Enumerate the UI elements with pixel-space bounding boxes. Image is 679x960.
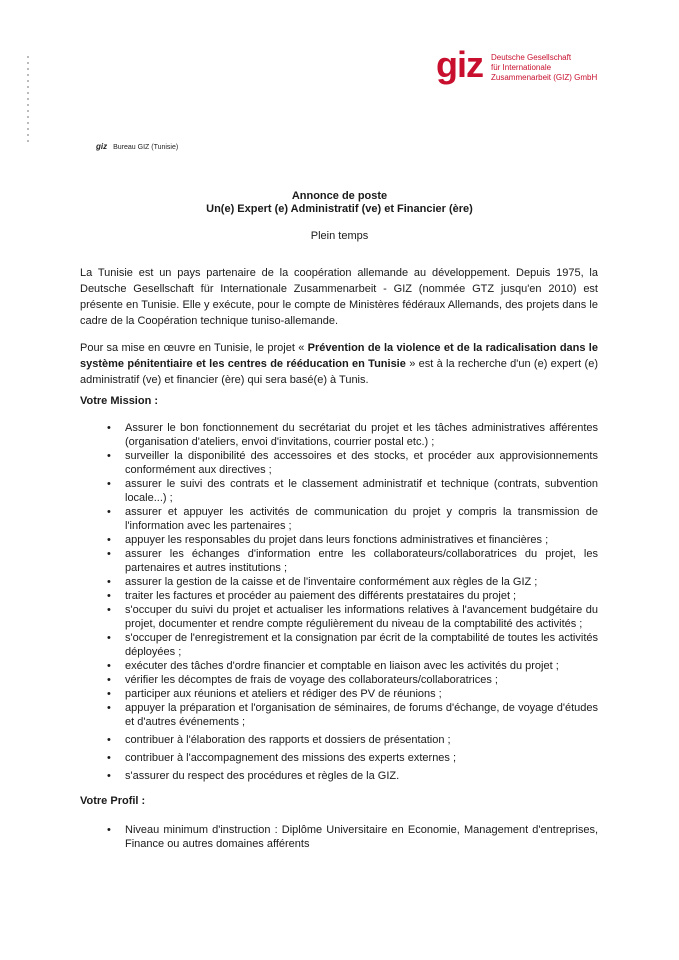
list-item-text: appuyer les responsables du projet dans leurs fonctions administratives et financières ; (125, 534, 549, 546)
bullet-icon: • (107, 450, 111, 462)
project-text-before: Pour sa mise en œuvre en Tunisie, le projet « (80, 342, 308, 354)
position-title: Un(e) Expert (e) Administratif (ve) et Financier (ère) (206, 203, 473, 215)
list-item-text: Niveau minimum d'instruction : Diplôme Universitaire en Economie, Management d'entreprises, Finance ou autres domaines afférents (125, 824, 598, 850)
list-item-text: surveiller la disponibilité des accessoires et des stocks, et procéder aux approvisionnements conformément aux directives ; (125, 450, 598, 476)
list-item (100, 603, 598, 631)
list-item (100, 421, 598, 449)
logo-org-name (491, 53, 597, 83)
logo-line: für Internationale (491, 63, 552, 72)
list-item (100, 733, 598, 747)
profil-list (100, 823, 598, 851)
bullet-icon: • (107, 576, 111, 588)
list-item (100, 477, 598, 505)
list-item (100, 631, 598, 659)
bullet-icon: • (107, 548, 111, 560)
bullet-icon: • (107, 604, 111, 616)
list-item-text: Assurer le bon fonctionnement du secrétariat du projet et les tâches administratives afférentes (organisation d'ateliers, envoi d'invitations, courrier postal etc.) ; (125, 422, 598, 448)
list-item (100, 823, 598, 851)
list-item (100, 547, 598, 575)
bullet-icon: • (107, 422, 111, 434)
announcement-title: Annonce de poste (291, 190, 388, 202)
bureau-line (96, 142, 178, 151)
giz-logo (436, 44, 598, 85)
list-item (100, 769, 598, 783)
list-item (100, 449, 598, 477)
list-item-text: assurer la gestion de la caisse et de l'inventaire conformément aux règles de la GIZ ; (125, 576, 538, 588)
logo-line: Deutsche Gesellschaft (491, 53, 572, 62)
announcement-header (0, 190, 679, 216)
list-item-text: s'assurer du respect des procédures et règles de la GIZ. (125, 770, 400, 782)
bullet-icon: • (107, 590, 111, 602)
bullet-icon: • (107, 824, 111, 836)
bullet-icon: • (107, 688, 111, 700)
list-item (100, 575, 598, 589)
profil-heading: Votre Profil : (80, 795, 146, 807)
list-item-text: exécuter des tâches d'ordre financier et comptable en liaison avec les activités du projet ; (125, 660, 559, 672)
list-item-text: contribuer à l'accompagnement des missions des experts externes ; (125, 752, 457, 764)
bullet-icon: • (107, 702, 111, 714)
list-item-text: vérifier les décomptes de frais de voyage des collaborateurs/collaboratrices ; (125, 674, 498, 686)
bureau-text: Bureau GIZ (Tunisie) (113, 144, 179, 151)
bureau-mark: giz (96, 142, 108, 151)
list-item-text: s'occuper de l'enregistrement et la consignation par écrit de la comptabilité de toutes les activités déployées ; (125, 632, 598, 658)
bullet-icon: • (107, 632, 111, 644)
bullet-icon: • (107, 752, 111, 764)
list-item (100, 589, 598, 603)
list-item (100, 687, 598, 701)
list-item (100, 751, 598, 765)
bullet-icon: • (107, 506, 111, 518)
list-item-text: assurer et appuyer les activités de communication du projet y compris la transmission de l'information avec les partenaires ; (125, 506, 598, 532)
intro-paragraph: La Tunisie est un pays partenaire de la coopération allemande au développement. Depuis 1975, la Deutsche Gesellschaft für Internationale Zusammenarbeit - GIZ (nommée GTZ jusqu'en 2010) est présente en Tunisie. Elle y exécute, pour le compte de Ministères fédéraux Allemands, des projets dans le cadre de la Coopération technique tuniso-allemande. (80, 267, 598, 327)
bullet-icon: • (107, 734, 111, 746)
list-item (100, 701, 598, 729)
list-item-text: participer aux réunions et ateliers et rédiger des PV de réunions ; (125, 688, 442, 700)
list-item (100, 673, 598, 687)
bullet-icon: • (107, 534, 111, 546)
mission-list (100, 421, 598, 783)
side-reference-mark (24, 56, 32, 146)
list-item-text: assurer le suivi des contrats et le classement administratif et technique (contrats, subvention locale...) ; (125, 478, 598, 504)
list-item-text: assurer les échanges d'information entre les collaborateurs/collaboratrices du projet, les partenaires et autres institutions ; (125, 548, 598, 574)
list-item-text: contribuer à l'élaboration des rapports et dossiers de présentation ; (125, 734, 451, 746)
employment-type: Plein temps (310, 230, 369, 242)
list-item-text: traiter les factures et procéder au paiement des différents prestataires du projet ; (125, 590, 517, 602)
logo-word: giz (436, 44, 483, 85)
list-item (100, 659, 598, 673)
bullet-icon: • (107, 660, 111, 672)
bullet-icon: • (107, 478, 111, 490)
list-item-text: s'occuper du suivi du projet et actualiser les informations relatives à l'avancement budgétaire du projet, documenter et rendre compte régulièrement du niveau de la comptabilité des activités ; (125, 604, 598, 630)
list-item-text: appuyer la préparation et l'organisation de séminaires, de forums d'échange, de voyage d'études et d'autres événements ; (125, 702, 598, 728)
bullet-icon: • (107, 674, 111, 686)
project-name: Prévention de la violence et de la radicalisation dans le système pénitentiaire et les centres de rééducation en Tunisie (80, 342, 598, 370)
logo-line: Zusammenarbeit (GIZ) GmbH (491, 73, 598, 82)
project-paragraph (80, 340, 598, 388)
project-text-after: » est à la recherche d'un (e) expert (e) administratif (ve) et financier (ère) qui sera basé(e) à Tunis. (80, 358, 598, 386)
list-item (100, 505, 598, 533)
list-item (100, 533, 598, 547)
mission-heading: Votre Mission : (80, 395, 159, 407)
bullet-icon: • (107, 770, 111, 782)
